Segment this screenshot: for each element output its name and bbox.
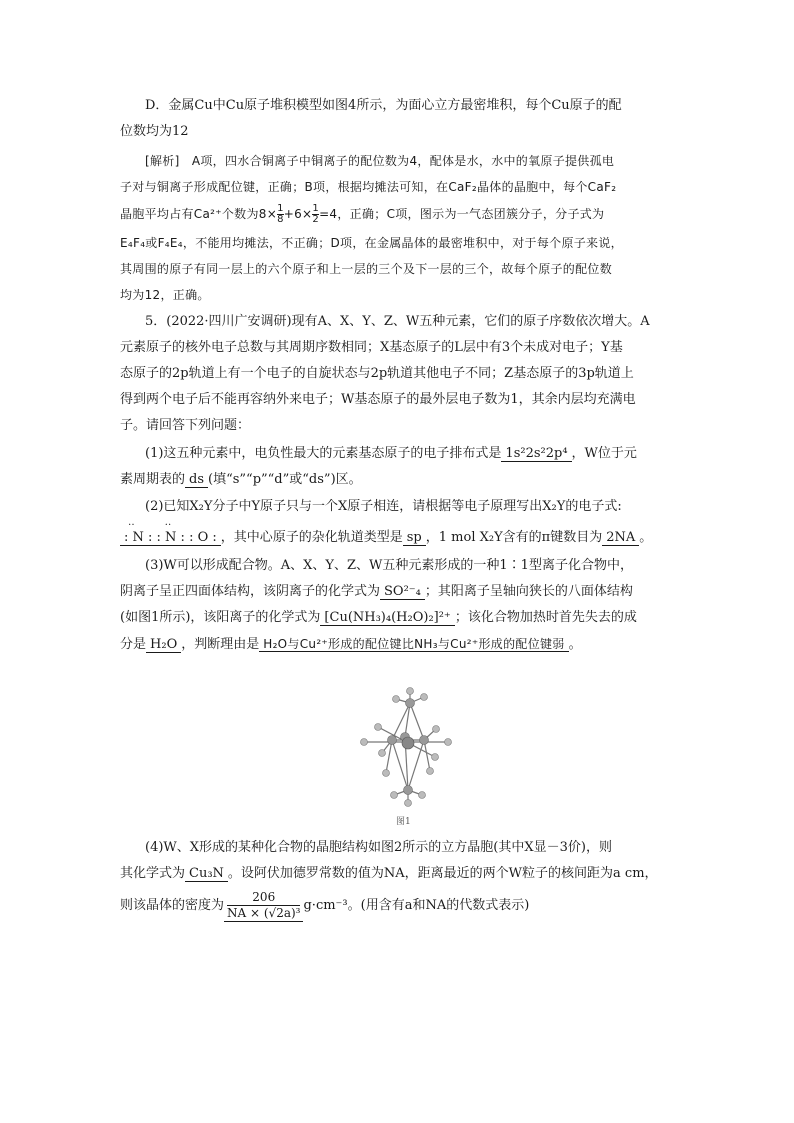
answer-formula: Cu₃N: [185, 866, 228, 882]
q5-intro-line-2: 元素原子的核外电子总数与其周期序数相同；X基态原子的L层中有3个未成对电子；Y基: [120, 340, 623, 355]
q5-part1-text-b: ，W位于元: [571, 446, 637, 461]
answer-reason: H₂O与Cu²⁺形成的配位键比NH₃与Cu²⁺形成的配位键弱: [259, 637, 568, 652]
answer-electron-formula: : N : : N : : O :: [120, 530, 221, 546]
analysis-line-2: 子对与铜离子形成配位键，正确；B项，根据均摊法可知，在CaF₂晶体的晶胞中，每个CaF₂: [120, 180, 617, 194]
q5-part4-line-3: [120, 890, 529, 922]
q5-part4-text-b: 其化学式为: [120, 866, 186, 881]
q5-intro-line-3: 态原子的2p轨道上有一个电子的自旋状态与2p轨道其他电子不同；Z基态原子的3p轨道上: [120, 366, 634, 381]
analysis-line-3c: =4，正确；C项，图示为一气态团簇分子，分子式为: [319, 207, 605, 221]
q5-part4-text-c: 。设阿伏加德罗常数的值为NA，距离最近的两个W粒子的核间距为a cm，: [227, 866, 658, 881]
density-denominator: NA × (√2a)³: [227, 906, 301, 920]
fraction-numerator: 1: [277, 203, 284, 214]
q5-part1-text-d: (填“s”“p”“d”或“ds”)区。: [208, 472, 362, 487]
q5-part4-line-2: [120, 864, 658, 884]
fraction-one-eighth: [277, 204, 284, 225]
q5-part2-text-d: 。: [639, 530, 653, 545]
analysis-line-3: [120, 204, 604, 225]
q5-part3-line-2: [120, 582, 633, 602]
q5-part3-text-c: ；其阳离子呈轴向狭长的八面体结构: [424, 584, 633, 599]
analysis-line-6: 均为12，正确。: [120, 288, 210, 302]
q5-part1-text-c: 素周期表的: [120, 472, 186, 487]
q5-part4-line-1: (4)W、X形成的某种化合物的晶胞结构如图2所示的立方晶胞(其中X显－3价)，则: [145, 840, 612, 855]
q5-part2-line-2: [120, 528, 652, 548]
answer-block-ds: ds: [185, 472, 208, 488]
answer-electron-config: 1s²2s²2p⁴: [501, 446, 571, 462]
electron-dots: ‥ ‥: [128, 517, 172, 528]
q5-part1-text-a: (1)这五种元素中，电负性最大的元素基态原子的电子排布式是: [145, 446, 502, 461]
answer-cation: [Cu(NH₃)₄(H₂O)₂]²⁺: [320, 610, 454, 626]
q5-part3-text-h: 。: [568, 637, 582, 652]
q5-intro-line-5: 子。请回答下列问题：: [120, 418, 251, 433]
q5-part3-text-g: ，判断理由是: [181, 637, 260, 652]
q5-part1-line-2: [120, 470, 362, 490]
q5-intro-line-4: 得到两个电子后不能再容纳外来电子；W基态原子的最外层电子数为1，其余内层均充满电: [120, 392, 636, 407]
q5-part3-text-f: 分是: [120, 637, 147, 652]
q5-part2-text-c: ，1 mol X₂Y含有的π键数目为: [425, 530, 603, 545]
answer-density-fraction: [224, 890, 303, 922]
q5-part4-text-d: 则该晶体的密度为: [120, 898, 225, 913]
analysis-line-4: E₄F₄或F₄E₄，不能用均摊法，不正确；D项，在金属晶体的最密堆积中，对于每个原子来说，: [120, 236, 623, 250]
option-d-line-1: D．金属Cu中Cu原子堆积模型如图4所示，为面心立方最密堆积，每个Cu原子的配: [145, 98, 622, 113]
q5-part1-line-1: [145, 444, 637, 464]
analysis-line-5: 其周围的原子有同一层上的六个原子和上一层的三个及下一层的三个，故每个原子的配位数: [120, 262, 613, 276]
answer-hybridization: sp: [403, 530, 426, 546]
q5-part3-line-4: [120, 634, 582, 655]
density-numerator: 206: [227, 890, 300, 906]
q5-part3-line-3: [120, 608, 637, 628]
q5-part4-text-e: g·cm⁻³。(用含有a和NA的代数式表示): [303, 898, 530, 913]
fraction-denominator: 8: [277, 214, 284, 225]
analysis-line-1: [解析] A项，四水合铜离子中铜离子的配位数为4，配体是水，水中的氧原子提供孤电: [145, 154, 615, 168]
option-d-line-2: 位数均为12: [120, 124, 189, 139]
fraction-denominator: 2: [312, 214, 320, 225]
q5-part2-line-1: (2)已知X₂Y分子中Y原子只与一个X原子相连，请根据等电子原理写出X₂Y的电子式:: [145, 499, 622, 514]
q5-intro-line-1: 5．(2022·四川广安调研)现有A、X、Y、Z、W五种元素，它们的原子序数依次增大。A: [145, 314, 650, 329]
analysis-line-3a: 晶胞平均占有Ca²⁺个数为8×: [120, 207, 278, 221]
answer-pi-bonds: 2NA: [602, 530, 639, 546]
figure-caption: 图1: [396, 817, 411, 827]
q5-part3-text-d: (如图1所示)，该阳离子的化学式为: [120, 610, 321, 625]
answer-anion: SO²⁻₄: [380, 584, 425, 600]
q5-part3-text-e: ；该化合物加热时首先失去的成: [454, 610, 637, 625]
fraction-numerator: 1: [312, 203, 320, 214]
answer-lost-component: H₂O: [146, 637, 181, 653]
octahedral-complex-figure: [350, 685, 460, 820]
analysis-line-3b: +6×: [283, 207, 313, 221]
q5-part2-text-b: ，其中心原子的杂化轨道类型是: [220, 530, 403, 545]
q5-part3-text-b: 阴离子呈正四面体结构，该阴离子的化学式为: [120, 584, 381, 599]
q5-part3-line-1: (3)W可以形成配合物。A、X、Y、Z、W五种元素形成的一种1∶1型离子化合物中，: [145, 558, 633, 573]
